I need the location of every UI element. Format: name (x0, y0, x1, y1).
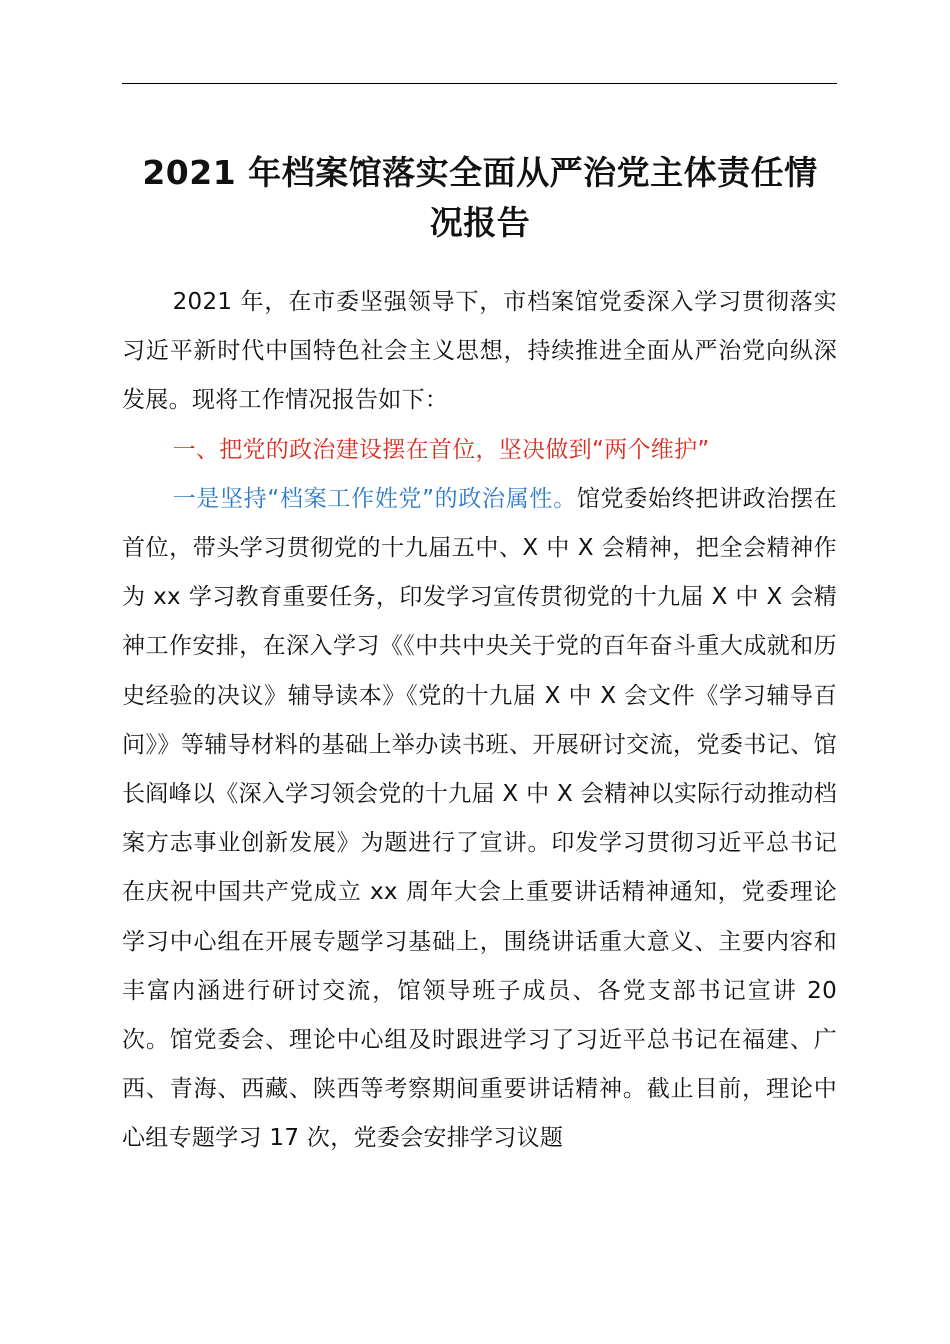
section-1-paragraph (122, 475, 837, 1164)
section-1-lead: 一是坚持“档案工作姓党”的政治属性。 (172, 485, 577, 512)
document-body (122, 278, 837, 1164)
section-1-body: 馆党委始终把讲政治摆在首位，带头学习贯彻党的十九届五中、X 中 X 会精神，把全会精神作为 xx 学习教育重要任务，印发学习宣传贯彻党的十九届 X 中 X 会精神工作安排，在深入学习《《中共中央关于党的百年奋斗重大成就和历史经验的决议》辅导读本》《党的十九届 X 中 X 会文件《学习辅导百问》》等辅导材料的基础上举办读书班、开展研讨交流，党委书记、馆长阎峰以《深入学习领会党的十九届 X 中 X 会精神以实际行动推动档案方志事业创新发展》为题进行了宣讲。印发学习贯彻习近平总书记在庆祝中国共产党成立 xx 周年大会上重要讲话精神通知，党委理论学习中心组在开展专题学习基础上，围绕讲话重大意义、主要内容和丰富内涵进行研讨交流，馆领导班子成员、各党支部书记宣讲 20 次。馆党委会、理论中心组及时跟进学习了习近平总书记在福建、广西、青海、西藏、陕西等考察期间重要讲话精神。截止目前，理论中心组专题学习 17 次，党委会安排学习议题 (122, 485, 837, 1152)
intro-paragraph: 2021 年，在市委坚强领导下，市档案馆党委深入学习贯彻落实习近平新时代中国特色社会主义思想，持续推进全面从严治党向纵深发展。现将工作情况报告如下： (122, 289, 837, 414)
header-rule (122, 83, 837, 84)
section-1-heading: 一、把党的政治建设摆在首位，坚决做到“两个维护” (172, 436, 710, 463)
title-line-1: 2021 年档案馆落实全面从严治党主体责任情 (142, 153, 818, 192)
title-line-2: 况报告 (429, 203, 531, 242)
document-title (115, 148, 845, 248)
